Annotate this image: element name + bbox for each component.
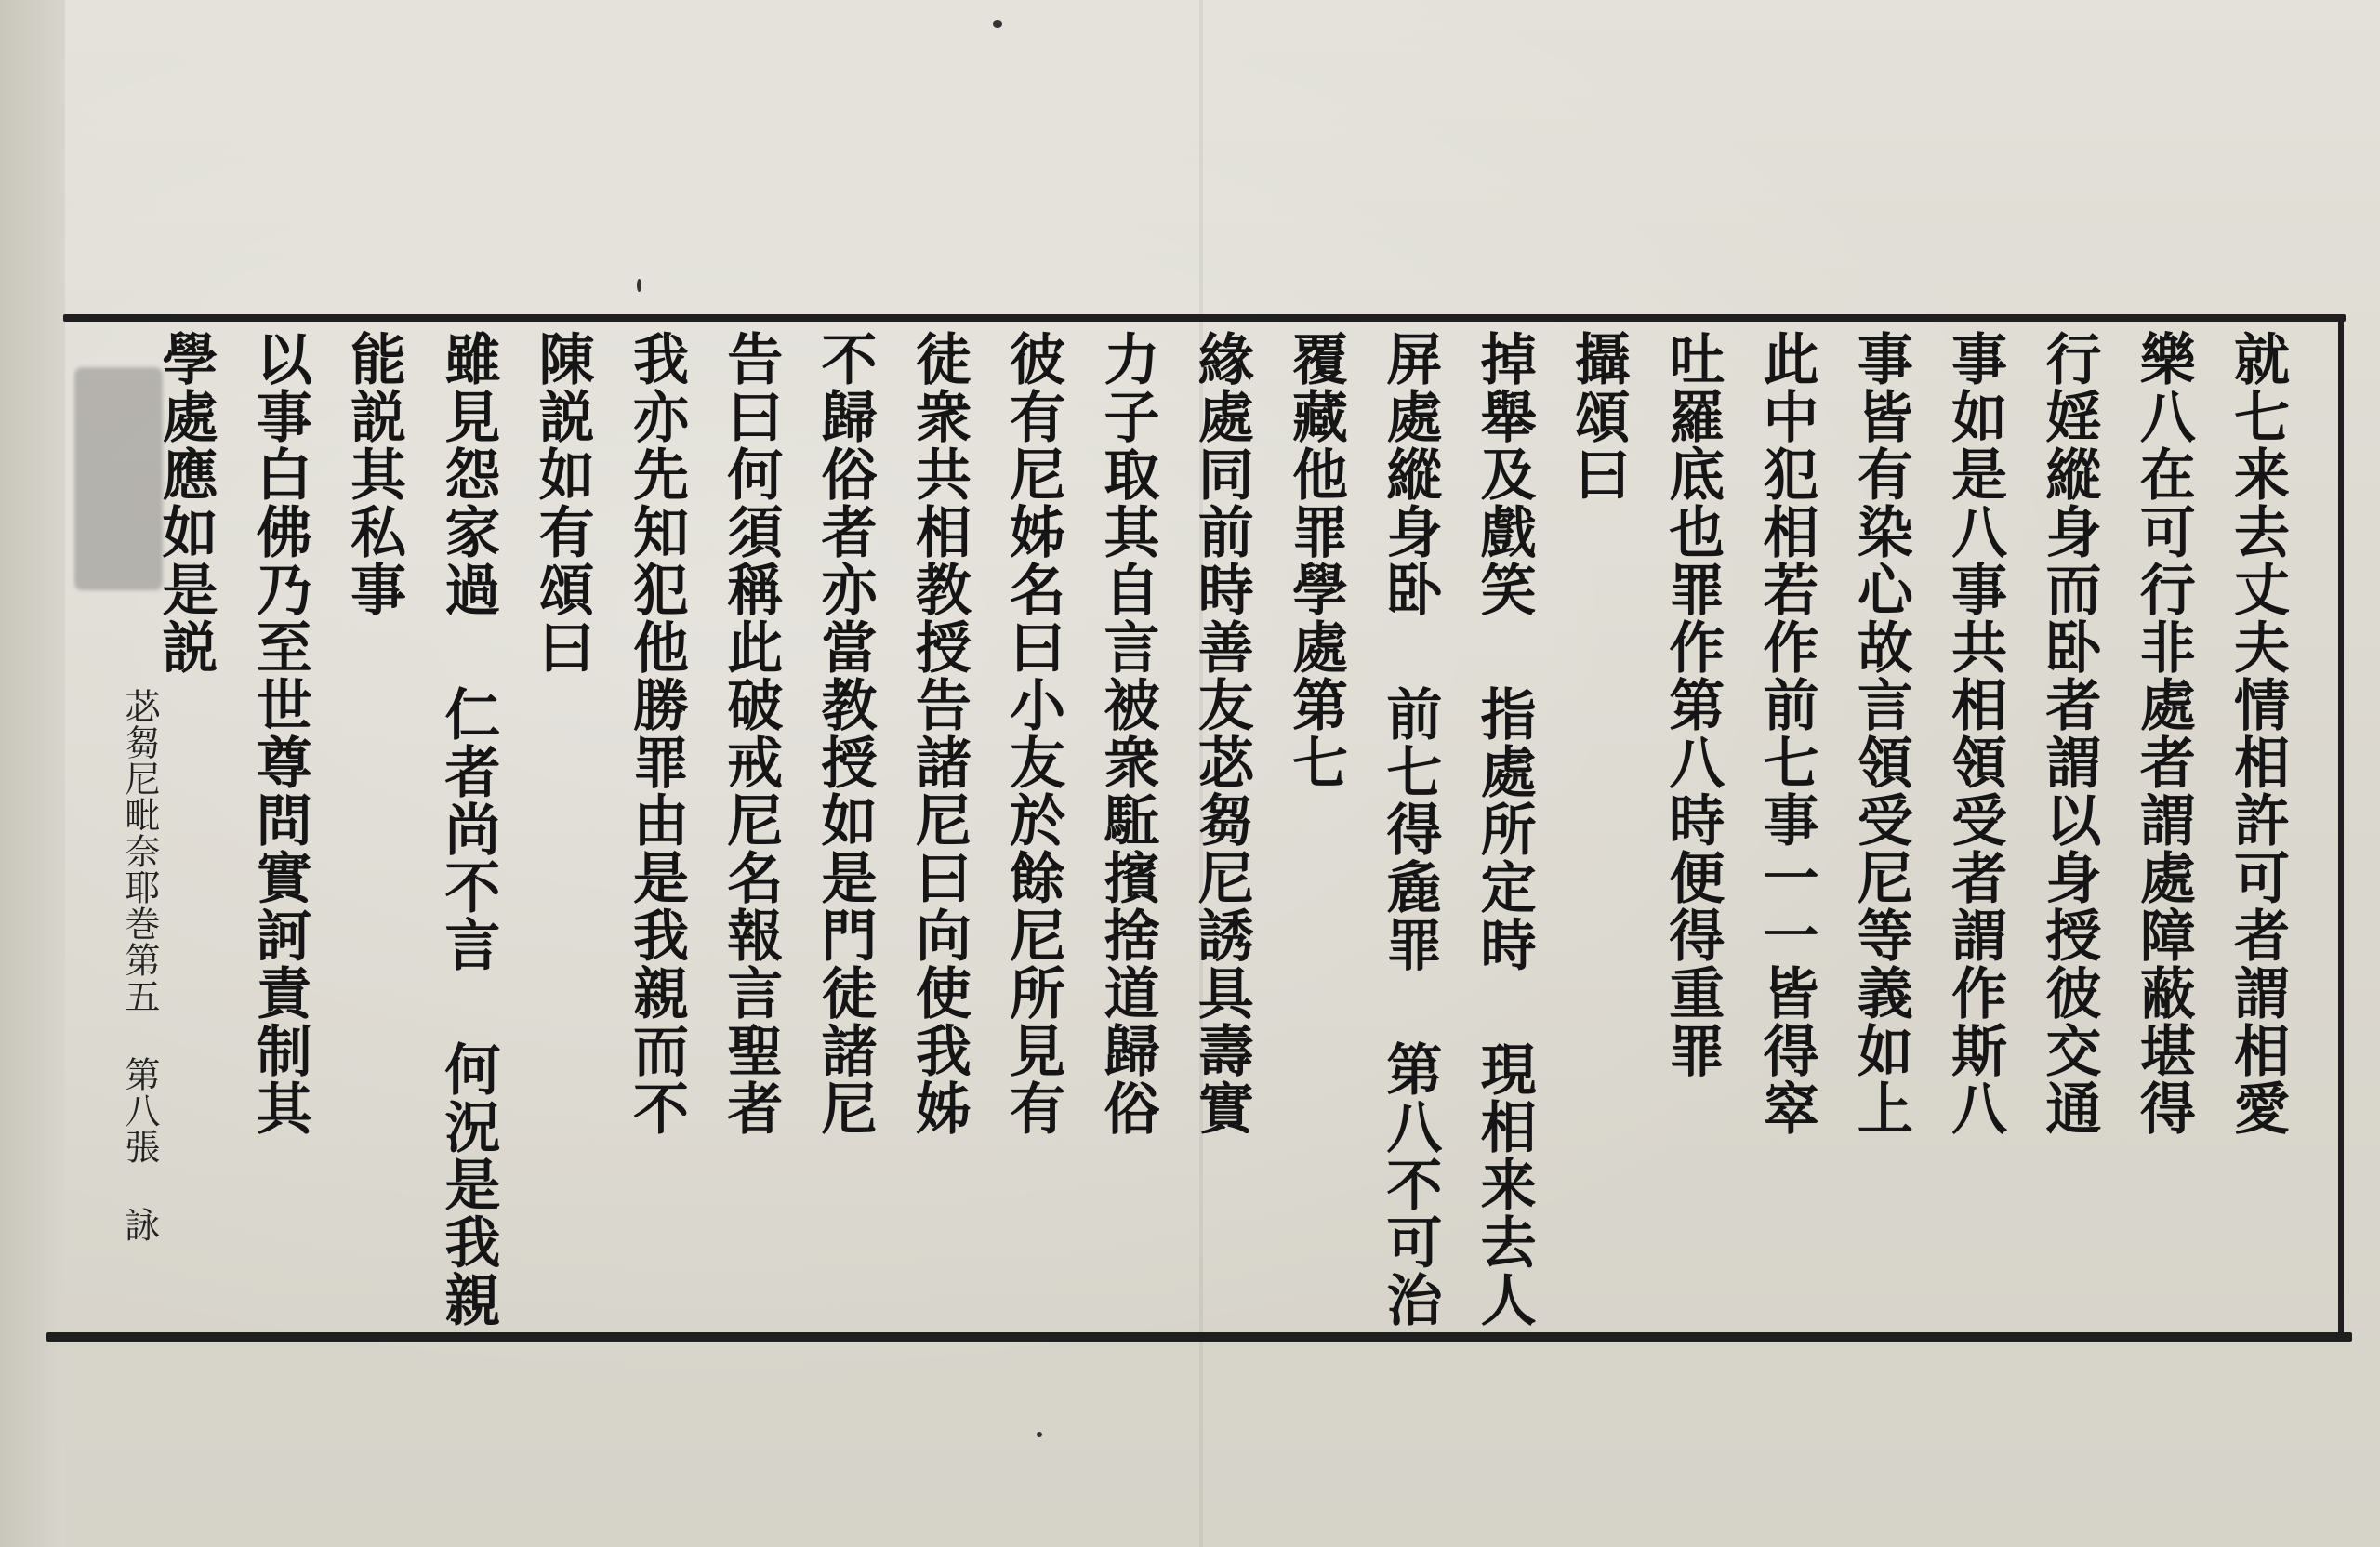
text-column: 吐羅底也罪作第八時便得重罪 — [1659, 330, 1726, 1079]
text-column: 以事白佛乃至世尊問實訶責制其 — [246, 330, 312, 1137]
text-column: 徒衆共相教授告諸尼曰向使我姊 — [906, 330, 972, 1137]
text-column: 就七来去丈夫情相許可者謂相愛 — [2225, 330, 2290, 1137]
ink-speck — [993, 20, 1002, 28]
text-column: 學處應如是説 — [152, 330, 218, 676]
text-column: 陳説如有頌曰 — [529, 330, 595, 676]
top-border-rule — [63, 314, 2346, 322]
text-column: 樂八在可行非處者謂處障蔽堪得 — [2130, 330, 2196, 1137]
text-column: 告曰何須稱此破戒尼名報言聖者 — [718, 330, 784, 1137]
text-column: 彼有尼姊名曰小友於餘尼所見有 — [1000, 330, 1066, 1137]
bottom-border-rule — [46, 1332, 2352, 1342]
right-border-rule — [2338, 314, 2344, 1337]
vertical-text-block — [139, 330, 2306, 1329]
left-margin — [0, 0, 65, 1547]
colophon-label: 苾芻尼毗奈耶巻第五 第八張 詠 — [119, 688, 160, 1243]
text-column: 緣處同前時善友苾芻尼誘具壽實 — [1188, 330, 1254, 1137]
text-column: 能説其私事 — [341, 330, 407, 618]
text-column: 行婬縱身而卧者謂以身授彼交通 — [2036, 330, 2102, 1137]
text-column: 雖見怨家過 仁者尚不言 何況是我親 — [435, 330, 501, 1329]
text-column: 不歸俗者亦當教授如是門徒諸尼 — [812, 330, 878, 1137]
text-column: 屏處縱身卧 前七得麁罪 第八不可治 — [1377, 330, 1443, 1329]
ink-speck — [637, 279, 641, 292]
text-column: 我亦先知犯他勝罪由是我親而不 — [623, 330, 689, 1137]
text-column: 此中犯相若作前七事一一皆得窣 — [1753, 330, 1819, 1137]
text-column: 力子取其自言被衆駈擯捨道歸俗 — [1094, 330, 1160, 1137]
text-column: 掉舉及戲笑 指處所定時 現相来去人 — [1471, 330, 1537, 1329]
ink-speck — [1037, 1432, 1042, 1437]
text-column: 事如是八事共相領受者謂作斯八 — [1942, 330, 2008, 1137]
text-column: 攝頌曰 — [1565, 330, 1631, 503]
text-column: 覆藏他罪學處第七 — [1283, 330, 1349, 791]
text-column: 事皆有染心故言領受尼等義如上 — [1847, 330, 1913, 1137]
